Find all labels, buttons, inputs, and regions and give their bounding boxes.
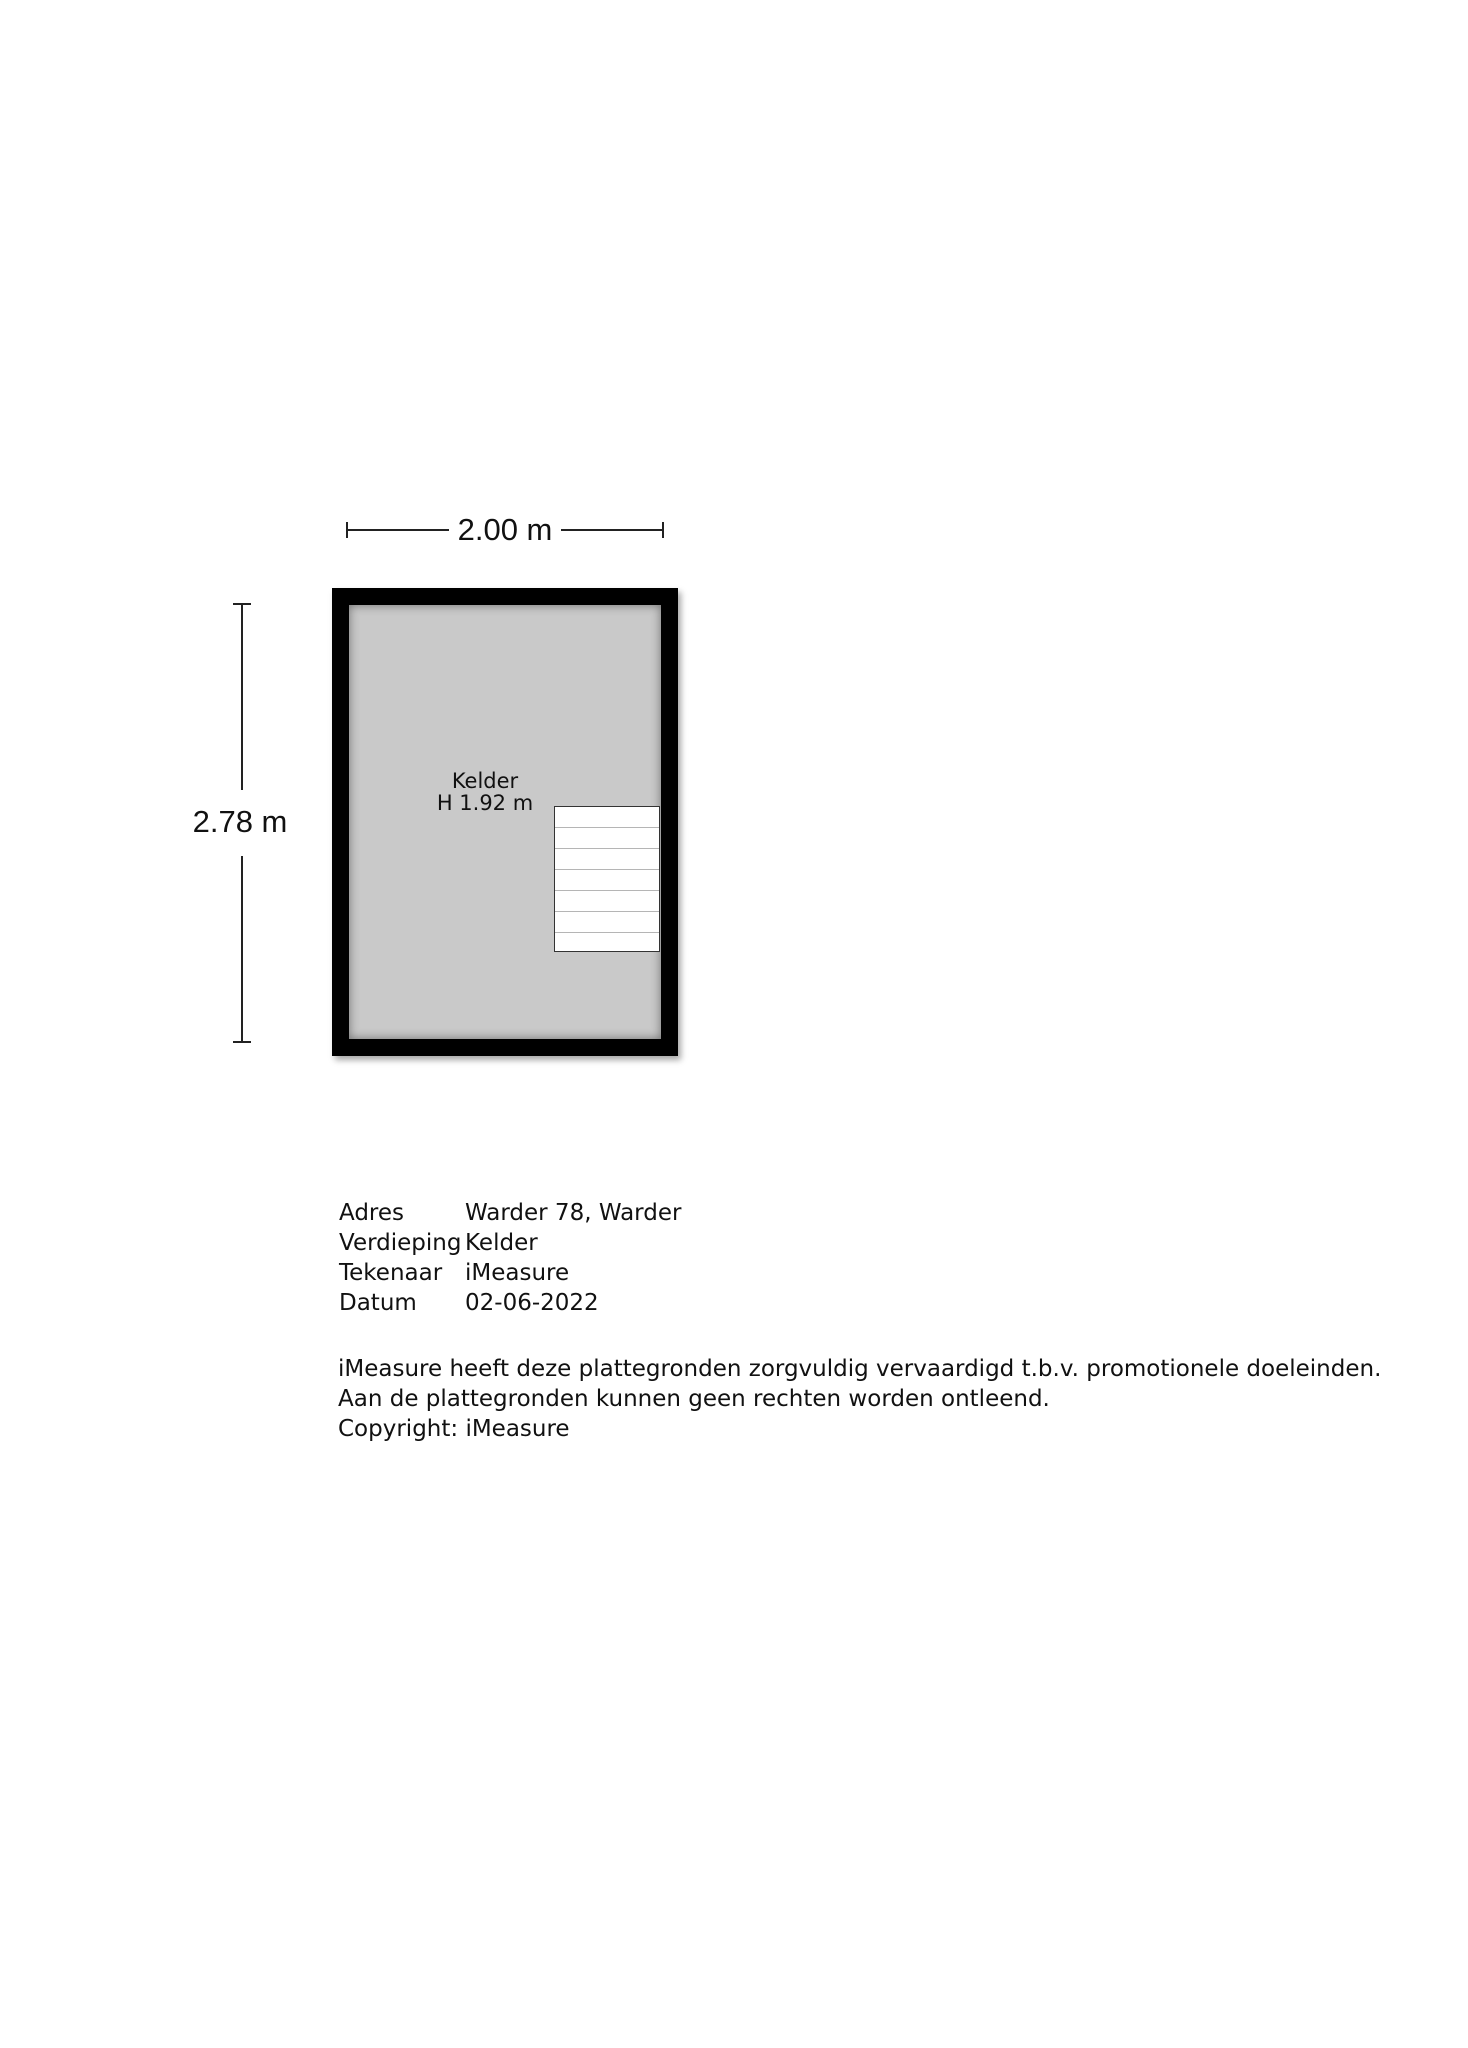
info-row-tekenaar (339, 1258, 681, 1288)
info-key: Tekenaar (339, 1260, 443, 1286)
stair-step (555, 827, 659, 828)
info-row-verdieping (339, 1228, 681, 1258)
info-value: Kelder (465, 1230, 538, 1256)
room-name-label: Kelder (451, 769, 519, 793)
stairs (554, 806, 660, 952)
info-key: Datum (339, 1290, 417, 1316)
height-dimension-line-top (241, 603, 243, 790)
height-dimension-tick-bottom (233, 1041, 251, 1043)
stair-step (555, 911, 659, 912)
width-dimension-line-right (561, 529, 664, 531)
disclaimer-line: Aan de plattegronden kunnen geen rechten worden ontleend. (338, 1386, 1050, 1412)
info-table (339, 1198, 681, 1318)
width-dimension-label: 2.00 m (457, 512, 553, 547)
room-height-label: H 1.92 m (436, 791, 534, 815)
height-dimension-line-bottom (241, 856, 243, 1043)
info-value: 02-06-2022 (465, 1290, 599, 1316)
width-dimension (346, 510, 664, 550)
stair-step (555, 932, 659, 933)
stair-step (555, 848, 659, 849)
stair-step (555, 890, 659, 891)
info-value: Warder 78, Warder (465, 1200, 682, 1226)
info-row-adres (339, 1198, 681, 1228)
disclaimer (338, 1354, 1381, 1444)
info-row-datum (339, 1288, 681, 1318)
info-key: Adres (339, 1200, 405, 1226)
disclaimer-line: iMeasure heeft deze plattegronden zorgvuldig vervaardigd t.b.v. promotionele doeleinden. (338, 1356, 1382, 1382)
stair-step (555, 869, 659, 870)
info-value: iMeasure (465, 1260, 570, 1286)
info-key: Verdieping (339, 1230, 462, 1256)
width-dimension-tick-right (662, 522, 664, 538)
copyright-line: Copyright: iMeasure (338, 1416, 570, 1442)
width-dimension-line-left (346, 529, 449, 531)
height-dimension-label: 2.78 m (192, 804, 288, 839)
